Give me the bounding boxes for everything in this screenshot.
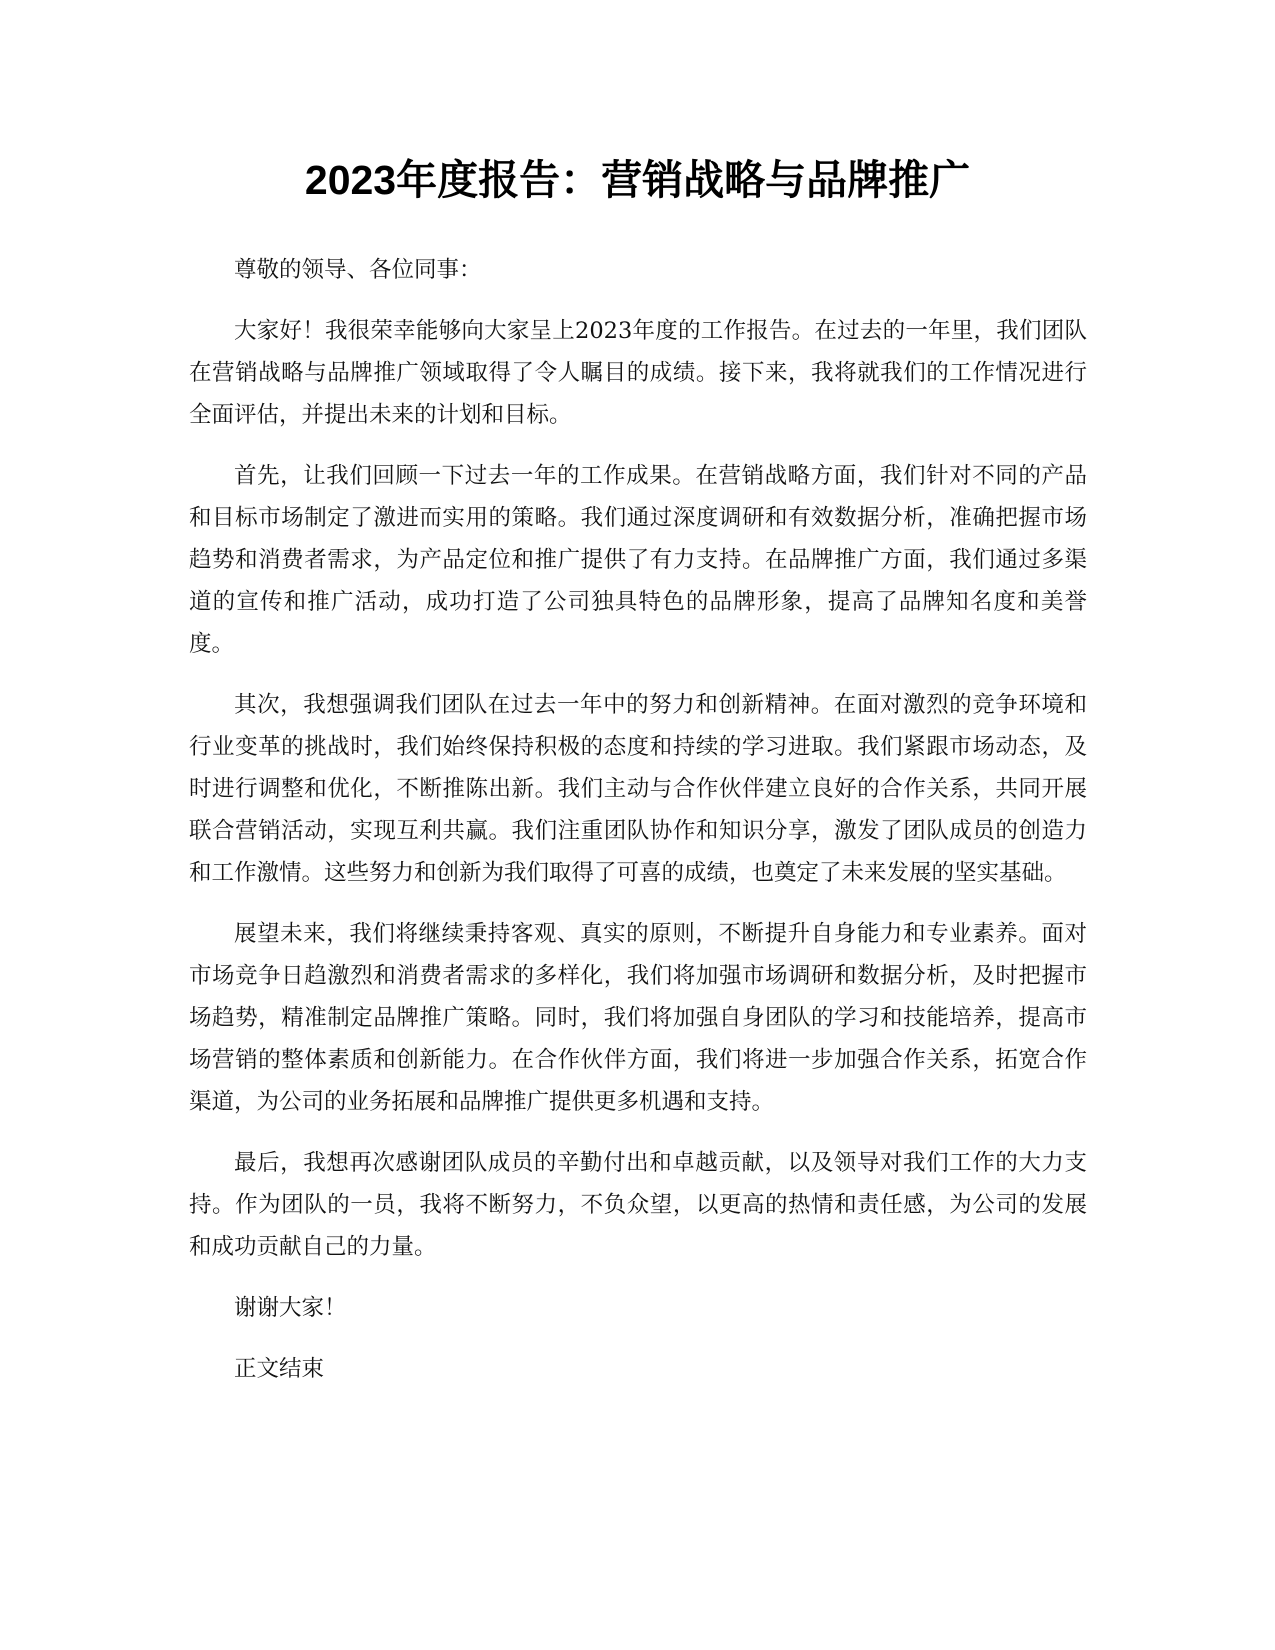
end-marker-paragraph: 正文结束 bbox=[234, 1356, 325, 1382]
document-body bbox=[189, 249, 1087, 1409]
salutation-paragraph: 尊敬的领导、各位同事： bbox=[234, 257, 482, 283]
innovation-paragraph: 其次，我想强调我们团队在过去一年中的努力和创新精神。在面对激烈的竞争环境和行业变革的挑战时，我们始终保持积极的态度和持续的学习进取。我们紧跟市场动态，及时进行调整和优化，不断推陈出新。我们主动与合作伙伴建立良好的合作关系，共同开展联合营销活动，实现互利共赢。我们注重团队协作和知识分享，激发了团队成员的创造力和工作激情。这些努力和创新为我们取得了可喜的成绩，也奠定了未来发展的坚实基础。 bbox=[189, 692, 1087, 886]
outlook-paragraph: 展望未来，我们将继续秉持客观、真实的原则，不断提升自身能力和专业素养。面对市场竞争日趋激烈和消费者需求的多样化，我们将加强市场调研和数据分析，及时把握市场趋势，精准制定品牌推广策略。同时，我们将加强自身团队的学习和技能培养，提高市场营销的整体素质和创新能力。在合作伙伴方面，我们将进一步加强合作关系，拓宽合作渠道，为公司的业务拓展和品牌推广提供更多机遇和支持。 bbox=[189, 921, 1087, 1115]
closing-paragraph: 谢谢大家！ bbox=[234, 1295, 347, 1321]
achievements-paragraph: 首先，让我们回顾一下过去一年的工作成果。在营销战略方面，我们针对不同的产品和目标市场制定了激进而实用的策略。我们通过深度调研和有效数据分析，准确把握市场趋势和消费者需求，为产品定位和推广提供了有力支持。在品牌推广方面，我们通过多渠道的宣传和推广活动，成功打造了公司独具特色的品牌形象，提高了品牌知名度和美誉度。 bbox=[189, 463, 1087, 657]
intro-paragraph: 大家好！我很荣幸能够向大家呈上2023年度的工作报告。在过去的一年里，我们团队在营销战略与品牌推广领域取得了令人瞩目的成绩。接下来，我将就我们的工作情况进行全面评估，并提出未来的计划和目标。 bbox=[189, 318, 1087, 428]
thanks-paragraph: 最后，我想再次感谢团队成员的辛勤付出和卓越贡献，以及领导对我们工作的大力支持。作为团队的一员，我将不断努力，不负众望，以更高的热情和责任感，为公司的发展和成功贡献自己的力量。 bbox=[189, 1150, 1087, 1260]
document-title: 2023年度报告：营销战略与品牌推广 bbox=[304, 157, 971, 203]
